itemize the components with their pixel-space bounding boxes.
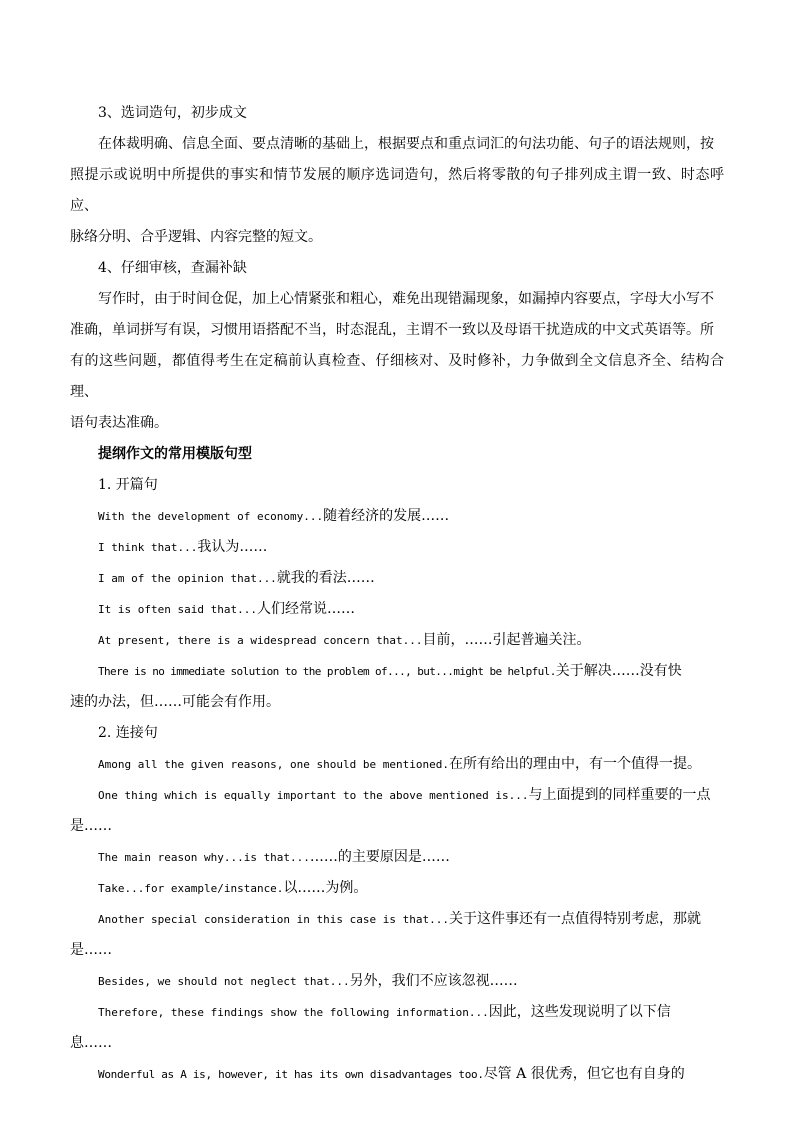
section4-heading: 4、仔细审核，查漏补缺	[98, 260, 247, 276]
section3-paragraph	[70, 129, 724, 253]
paragraph-line: 语句表达准确。	[70, 415, 168, 431]
template-line	[98, 563, 724, 594]
paragraph-line: 写作时，由于时间仓促，加上心情紧张和粗心，难免出现错漏现象，如漏掉内容要点，字母大小写不	[98, 291, 714, 307]
paragraph-line: 有的这些问题，都值得考生在定稿前认真检查、仔细核对、及时修补，力争做到全文信息齐全、结构合理、	[70, 353, 724, 400]
template-line	[98, 873, 724, 904]
english-phrase: Take...for example/instance.	[98, 882, 284, 895]
chinese-translation: 另外，我们不应该忽视……	[349, 973, 518, 989]
opening-heading: 1. 开篇句	[98, 477, 158, 493]
chinese-translation: 因此，这些发现说明了以下信	[488, 1004, 671, 1020]
paragraph-line: 照提示或说明中所提供的事实和情节发展的顺序选词造句，然后将零散的句子排列成主谓一致、时态呼应、	[70, 167, 724, 214]
template-line	[98, 625, 724, 656]
chinese-translation: 关于解决……没有快	[555, 663, 682, 679]
paragraph-line: 脉络分明、合乎逻辑、内容完整的短文。	[70, 229, 322, 245]
chinese-translation: 尽管 A 很优秀，但它也有自身的	[483, 1066, 685, 1082]
template-line	[98, 532, 724, 563]
section3-heading: 3、选词造句，初步成文	[98, 105, 247, 121]
english-phrase: With the development of economy...	[98, 510, 324, 523]
chinese-translation: ……的主要原因是……	[309, 849, 450, 865]
chinese-translation: 与上面提到的同样重要的一点	[528, 787, 711, 803]
english-phrase: There is no immediate solution to the problem of..., but...might be helpful.	[98, 665, 556, 678]
section4-paragraph	[70, 284, 724, 439]
template-line	[98, 966, 724, 997]
template-line	[98, 904, 724, 935]
english-phrase: Another special consideration in this case is that...	[98, 913, 449, 926]
document-content	[70, 98, 724, 1090]
paragraph-line: 准确，单词拼写有误，习惯用语搭配不当，时态混乱，主谓不一致以及母语干扰造成的中文式英语等。所	[70, 322, 714, 338]
chinese-translation: 关于这件事还有一点值得特别考虑，那就	[449, 911, 701, 927]
english-phrase: I am of the opinion that...	[98, 572, 277, 585]
template-line-continuation: 是……	[70, 818, 112, 834]
english-phrase: At present, there is a widespread concern that...	[98, 634, 423, 647]
english-phrase: Therefore, these findings show the following information...	[98, 1006, 489, 1019]
chinese-translation: 以……为例。	[283, 880, 368, 896]
template-line	[98, 997, 724, 1028]
template-line	[98, 656, 724, 687]
template-line	[98, 780, 724, 811]
english-phrase: Wonderful as A is, however, it has its own disadvantages too.	[98, 1068, 484, 1081]
chinese-translation: 在所有给出的理由中，有一个值得一提。	[449, 756, 701, 772]
template-line	[98, 1059, 724, 1090]
english-phrase: Besides, we should not neglect that...	[98, 975, 350, 988]
template-line	[98, 842, 724, 873]
template-line-continuation: 息……	[70, 1035, 112, 1051]
chinese-translation: 目前，……引起普遍关注。	[422, 632, 591, 648]
english-phrase: One thing which is equally important to the above mentioned is...	[98, 789, 529, 802]
template-line	[98, 594, 724, 625]
chinese-translation: 就我的看法……	[276, 570, 375, 586]
english-phrase: I think that...	[98, 541, 198, 554]
linking-heading: 2. 连接句	[98, 725, 158, 741]
english-phrase: It is often said that...	[98, 603, 257, 616]
template-line	[98, 749, 724, 780]
chinese-translation: 我认为……	[197, 539, 268, 555]
paragraph-line: 在体裁明确、信息全面、要点清晰的基础上，根据要点和重点词汇的句法功能、句子的语法规则，按	[98, 136, 714, 152]
template-line-continuation: 是……	[70, 942, 112, 958]
template-line	[98, 501, 724, 532]
chinese-translation: 人们经常说……	[256, 601, 355, 617]
english-phrase: The main reason why...is that...	[98, 851, 310, 864]
templates-heading: 提纲作文的常用模版句型	[98, 446, 252, 462]
english-phrase: Among all the given reasons, one should be mentioned.	[98, 758, 449, 771]
template-line-continuation: 速的办法，但……可能会有作用。	[70, 694, 280, 710]
chinese-translation: 随着经济的发展……	[323, 508, 450, 524]
